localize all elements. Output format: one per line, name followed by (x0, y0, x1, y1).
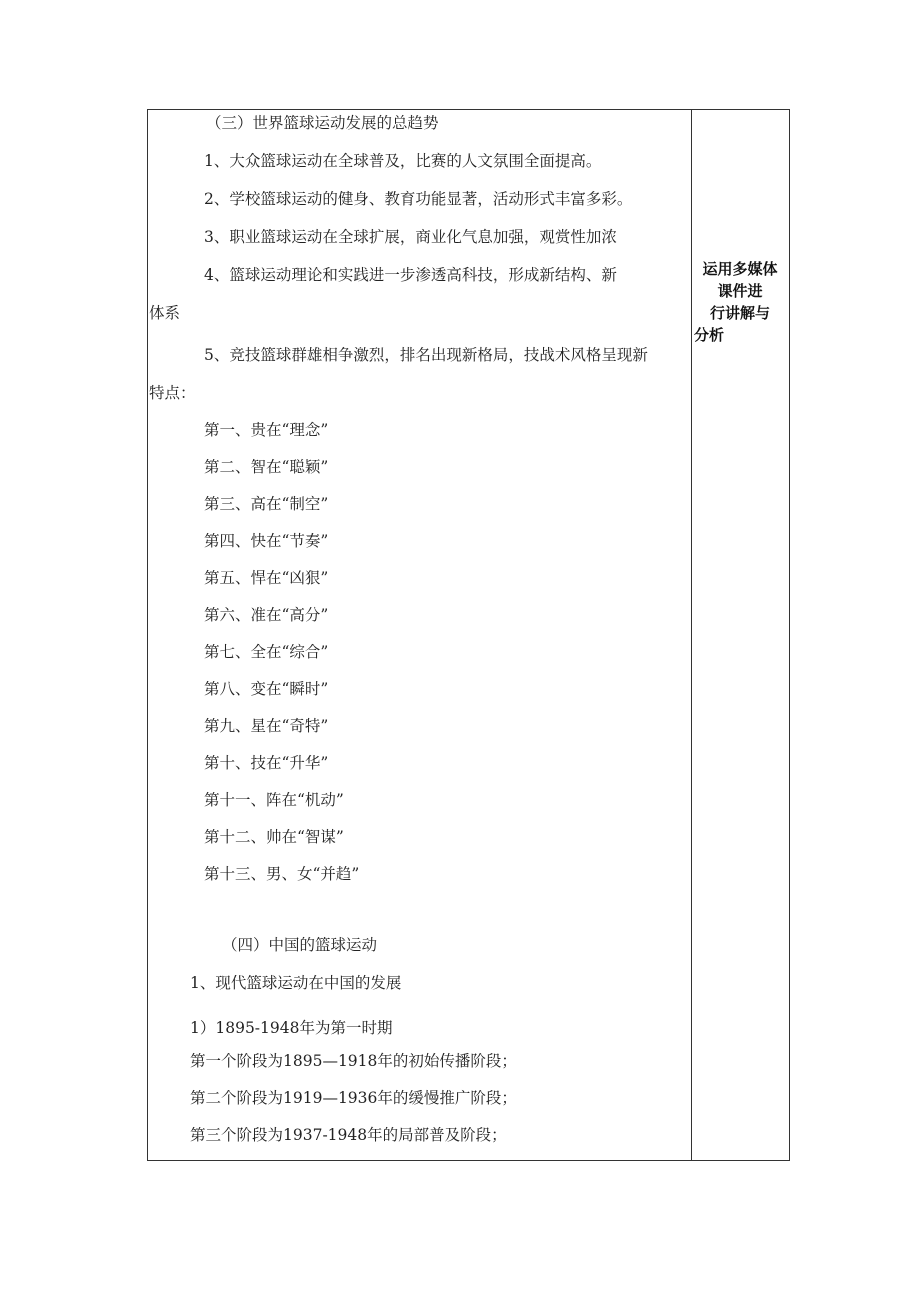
section-heading-3: （三）世界篮球运动发展的总趋势 (206, 114, 439, 132)
teaching-method-note (694, 258, 786, 346)
trait-item: 第六、准在“高分” (204, 606, 329, 624)
trend-item-5-cont: 特点： (149, 384, 196, 402)
trend-item-1: 1、大众篮球运动在全球普及，比赛的人文氛围全面提高。 (204, 152, 602, 170)
trait-item: 第十一、阵在“机动” (204, 791, 344, 809)
trait-item: 第一、贵在“理念” (204, 421, 329, 439)
trait-item: 第十二、帅在“智谋” (204, 828, 344, 846)
section-heading-4: （四）中国的篮球运动 (222, 936, 378, 954)
trait-item: 第二、智在“聪颖” (204, 458, 329, 476)
note-line: 运用多媒体 (702, 260, 778, 278)
period-title: 1）1895-1948年为第一时期 (190, 1019, 393, 1037)
lesson-table (147, 109, 790, 1161)
trend-item-2: 2、学校篮球运动的健身、教育功能显著，活动形式丰富多彩。 (204, 190, 633, 208)
trend-item-4-cont: 体系 (149, 304, 181, 322)
subsection-title: 1、现代篮球运动在中国的发展 (190, 974, 402, 992)
trait-item: 第十三、男、女“并趋” (204, 865, 360, 883)
note-line: 行讲解与 (709, 304, 770, 322)
stage-item: 第三个阶段为1937-1948年的局部普及阶段； (190, 1126, 507, 1144)
stage-item: 第一个阶段为1895—1918年的初始传播阶段； (190, 1052, 517, 1070)
trait-item: 第四、快在“节奏” (204, 532, 329, 550)
trait-item: 第五、悍在“凶狠” (204, 569, 329, 587)
trend-item-4: 4、篮球运动理论和实践进一步渗透高科技，形成新结构、新 (204, 266, 617, 284)
note-line: 分析 (694, 326, 725, 344)
trait-item: 第三、高在“制空” (204, 495, 329, 513)
column-divider (691, 110, 692, 1160)
trait-item: 第九、星在“奇特” (204, 717, 329, 735)
trait-item: 第十、技在“升华” (204, 754, 329, 772)
stage-item: 第二个阶段为1919—1936年的缓慢推广阶段； (190, 1089, 517, 1107)
trait-item: 第七、全在“综合” (204, 643, 329, 661)
trait-item: 第八、变在“瞬时” (204, 680, 329, 698)
trend-item-5: 5、竞技篮球群雄相争激烈，排名出现新格局，技战术风格呈现新 (204, 346, 648, 364)
trend-item-3: 3、职业篮球运动在全球扩展，商业化气息加强，观赏性加浓 (204, 228, 617, 246)
note-line: 课件进 (717, 282, 763, 300)
